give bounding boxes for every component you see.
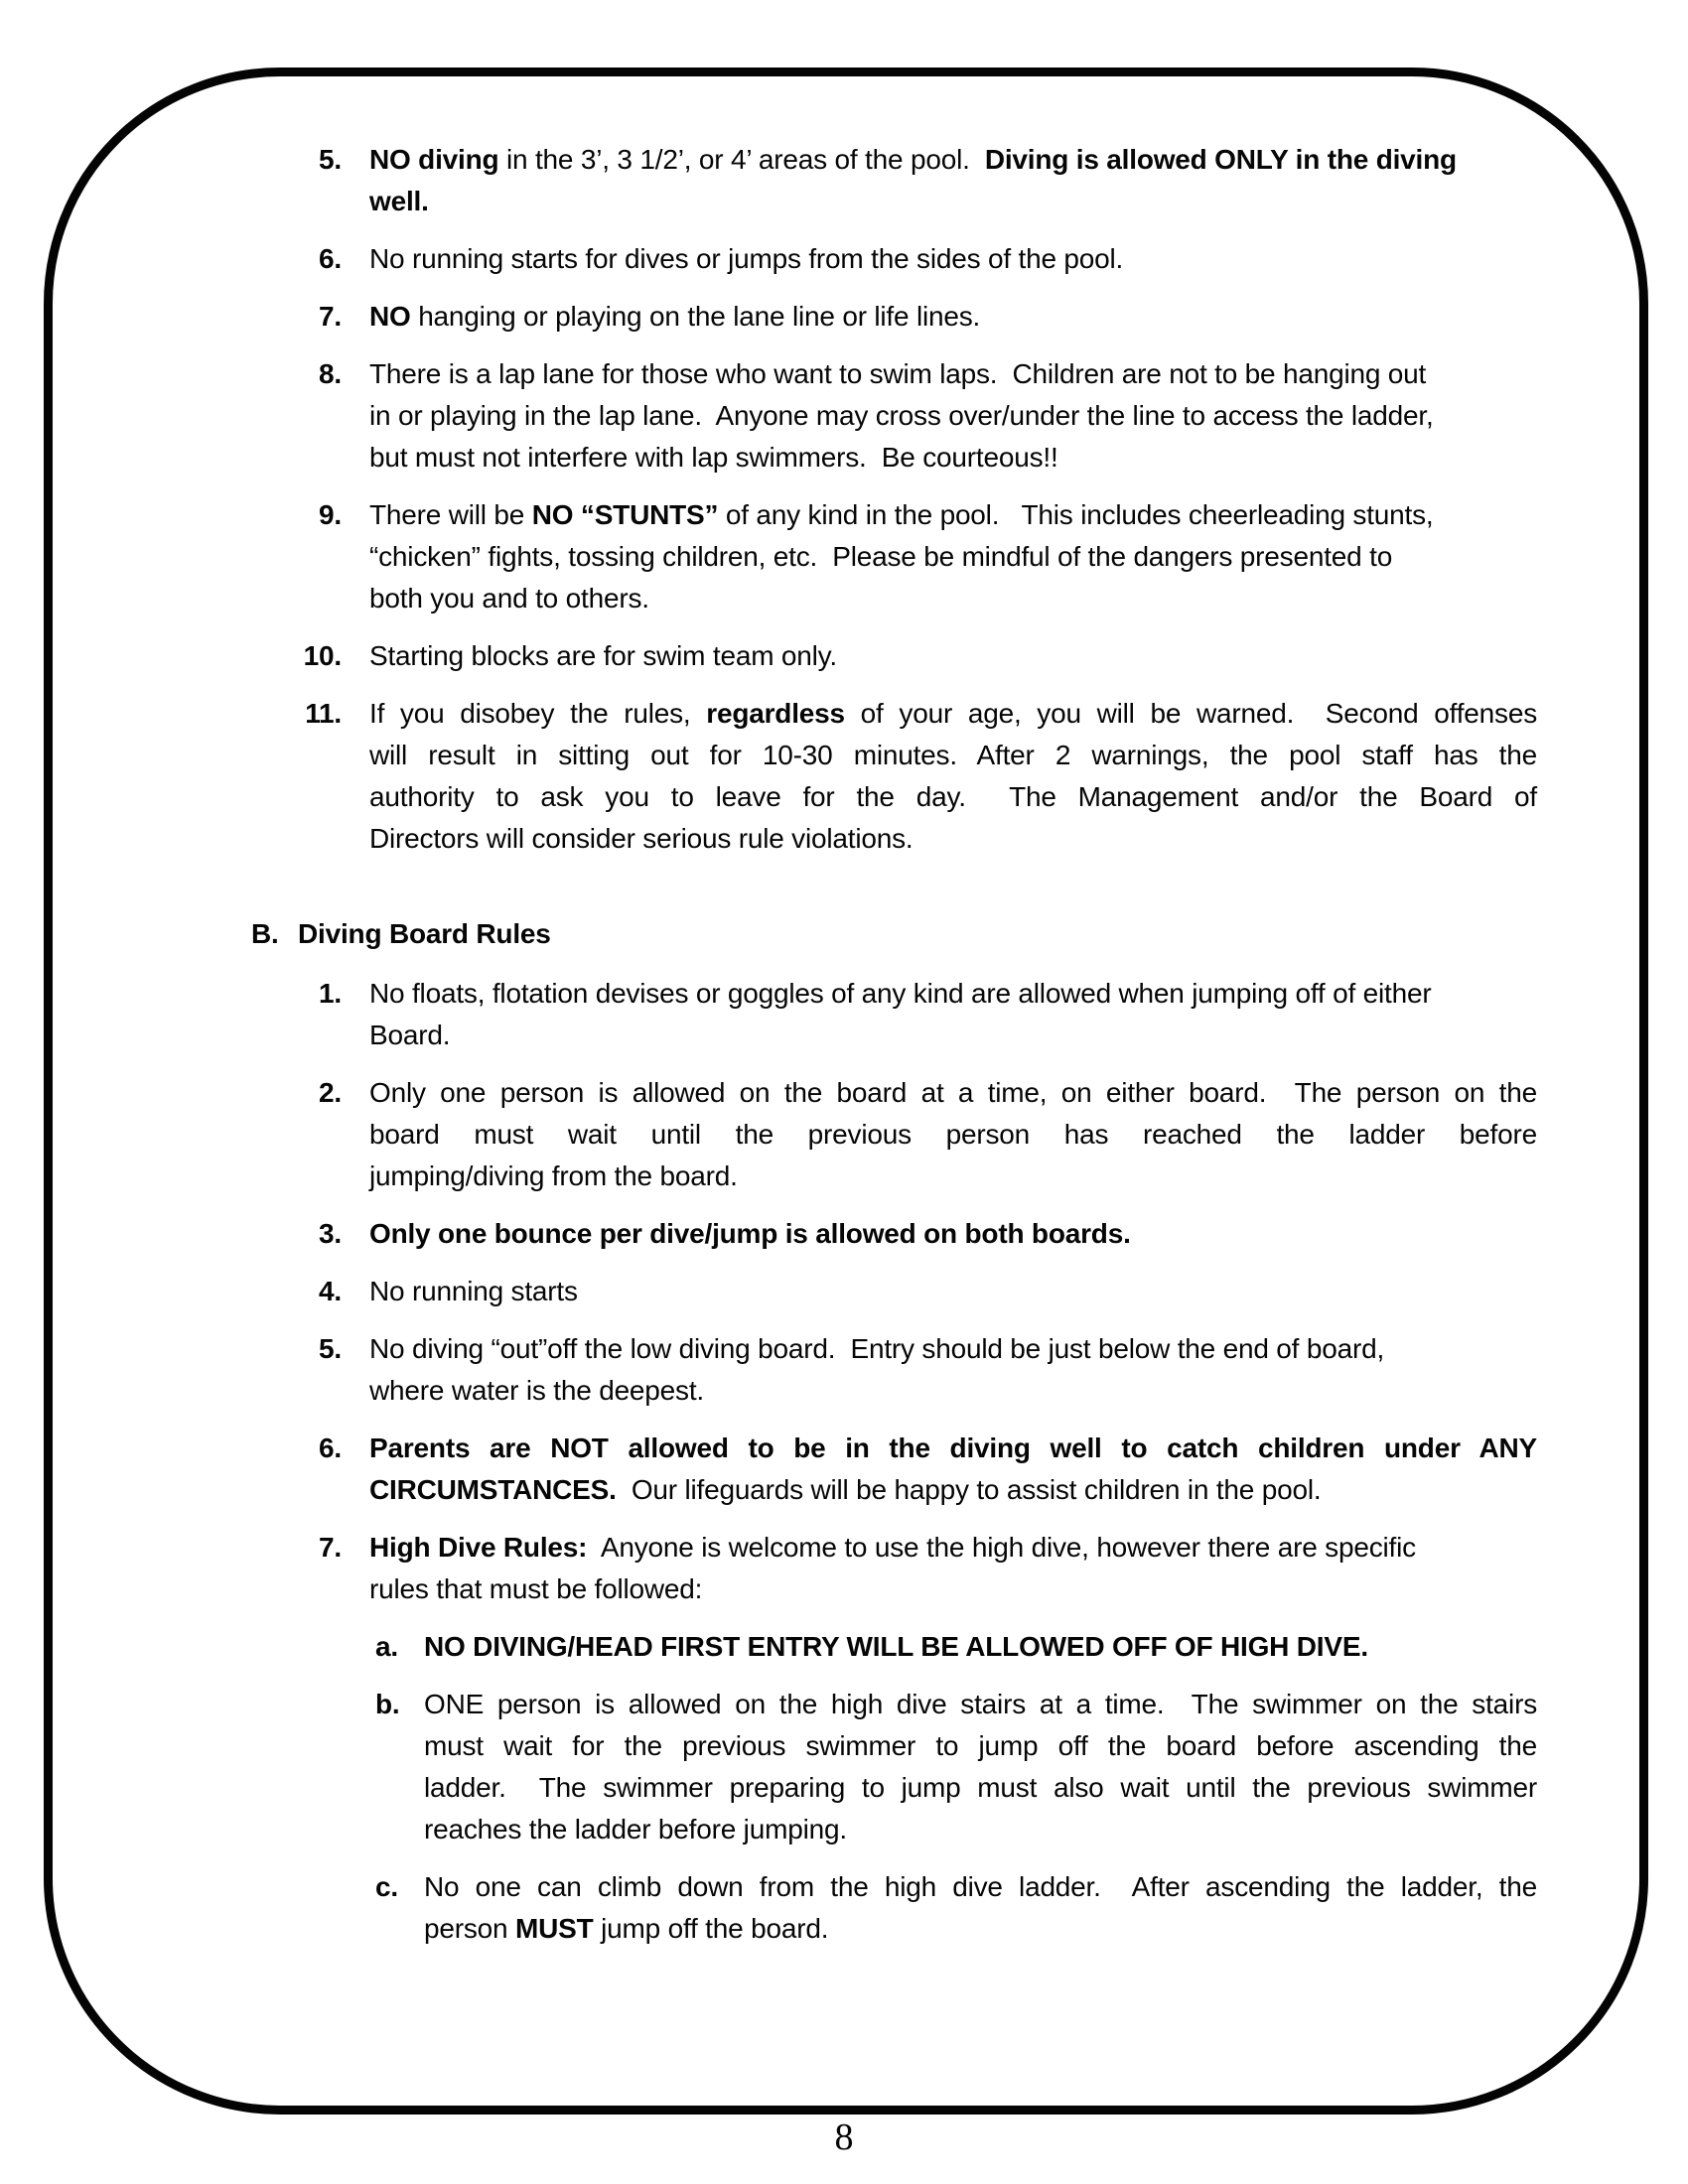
text-line [369, 1114, 1537, 1156]
list-item [301, 1072, 1537, 1197]
list-item [301, 1428, 1537, 1511]
text-segment: There will be [369, 499, 532, 530]
text-line [369, 818, 1537, 860]
text-line [369, 1328, 1537, 1370]
text-line [369, 1271, 1537, 1312]
text-segment: will result in sitting out for 10-30 minutes. After 2 warnings, the pool staff has the [369, 740, 1537, 770]
text-line [424, 1908, 1537, 1950]
bold-text-segment: NO diving [369, 144, 499, 175]
item-marker: 5. [319, 1333, 342, 1364]
text-line [369, 437, 1537, 478]
text-line [424, 1626, 1537, 1668]
item-marker: 1. [319, 978, 342, 1009]
text-line [369, 1469, 1537, 1511]
item-marker: 6. [319, 1433, 342, 1463]
text-line [369, 1428, 1537, 1469]
text-segment: in the 3’, 3 1/2’, or 4’ areas of the pool. [498, 144, 985, 175]
text-line [369, 296, 1537, 338]
list-item [301, 353, 1537, 478]
list-item [301, 296, 1537, 338]
text-line [369, 1370, 1537, 1412]
text-segment: If you disobey the rules, [369, 698, 707, 729]
text-segment: both you and to others. [369, 583, 649, 614]
text-line [369, 494, 1537, 536]
text-line [369, 735, 1537, 776]
text-segment: where water is the deepest. [369, 1375, 705, 1406]
item-marker: 9. [319, 499, 342, 530]
text-segment: of your age, you will be warned. Second offenses [844, 698, 1537, 729]
text-line [369, 578, 1537, 619]
section-b-title: Diving Board Rules [298, 918, 551, 949]
text-segment: No one can climb down from the high dive ladder. After ascending the ladder, the [424, 1871, 1537, 1902]
text-line [424, 1725, 1537, 1767]
text-segment: person [424, 1913, 515, 1944]
item-marker: 8. [319, 358, 342, 389]
text-segment: ladder. The swimmer preparing to jump must also wait until the previous swimmer [424, 1772, 1537, 1803]
text-line [369, 181, 1537, 222]
bold-text-segment: CIRCUMSTANCES. [369, 1474, 617, 1505]
list-item [301, 1213, 1537, 1255]
text-line [369, 1156, 1537, 1197]
text-segment: “chicken” fights, tossing children, etc. Please be mindful of the dangers presented to [369, 541, 1393, 572]
text-line [369, 238, 1537, 280]
text-segment: Board. [369, 1020, 451, 1050]
item-marker: 10. [303, 640, 342, 671]
list-item [301, 1527, 1537, 1950]
text-segment: jump off the board. [593, 1913, 829, 1944]
list-item [301, 238, 1537, 280]
section-a-list [301, 139, 1537, 876]
text-segment: Anyone is welcome to use the high dive, however there are specific [587, 1532, 1416, 1563]
text-segment: Only one person is allowed on the board at a time, on either board. The person on the [369, 1077, 1537, 1108]
text-segment: must wait for the previous swimmer to jump off the board before ascending the [424, 1730, 1537, 1761]
text-line [424, 1684, 1537, 1725]
text-segment: ONE person is allowed on the high dive stairs at a time. The swimmer on the stairs [424, 1689, 1537, 1719]
text-line [369, 536, 1537, 578]
list-item [301, 494, 1537, 619]
text-line [369, 693, 1537, 735]
section-b-label: B. [251, 918, 279, 949]
text-line [424, 1866, 1537, 1908]
text-line [369, 1213, 1537, 1255]
list-item [301, 973, 1537, 1056]
sub-list-item [369, 1626, 1537, 1668]
bold-text-segment: MUST [515, 1913, 594, 1944]
item-marker: a. [375, 1631, 398, 1662]
text-line [369, 139, 1537, 181]
text-segment: No diving “out”off the low diving board. Entry should be just below the end of board, [369, 1333, 1385, 1364]
text-line [369, 1527, 1537, 1569]
text-segment: hanging or playing on the lane line or life lines. [410, 301, 981, 332]
text-segment: No running starts for dives or jumps from the sides of the pool. [369, 243, 1124, 274]
list-item [301, 635, 1537, 677]
text-line [369, 635, 1537, 677]
bold-text-segment: regardless [706, 698, 845, 729]
item-marker: 6. [319, 243, 342, 274]
text-segment: jumping/diving from the board. [369, 1160, 738, 1191]
item-marker: 7. [319, 301, 342, 332]
text-segment: but must not interfere with lap swimmers. Be courteous!! [369, 442, 1058, 473]
bold-text-segment: Parents are NOT allowed to be in the diving well to catch children under ANY [369, 1433, 1537, 1463]
section-b-list [301, 973, 1537, 1966]
sub-list-item [369, 1866, 1537, 1950]
text-line [369, 973, 1537, 1015]
bold-text-segment: Only one bounce per dive/jump is allowed on both boards. [369, 1218, 1131, 1249]
item-marker: 5. [319, 144, 342, 175]
bold-text-segment: NO DIVING/HEAD FIRST ENTRY WILL BE ALLOWED OFF OF HIGH DIVE. [424, 1631, 1368, 1662]
item-marker: 4. [319, 1276, 342, 1306]
sub-list-item [369, 1684, 1537, 1850]
text-line [369, 353, 1537, 395]
bold-text-segment: High Dive Rules: [369, 1532, 588, 1563]
text-segment: of any kind in the pool. This includes cheerleading stunts, [718, 499, 1434, 530]
text-line [369, 1072, 1537, 1114]
text-segment: Our lifeguards will be happy to assist children in the pool. [616, 1474, 1322, 1505]
item-marker: 3. [319, 1218, 342, 1249]
text-line [369, 1569, 1537, 1610]
list-item [301, 1328, 1537, 1412]
text-segment: board must wait until the previous person has reached the ladder before [369, 1119, 1537, 1150]
bold-text-segment: Diving is allowed ONLY in the diving [984, 144, 1457, 175]
page-number: 8 [834, 2116, 854, 2158]
item-marker: 7. [319, 1532, 342, 1563]
item-marker: b. [375, 1689, 400, 1719]
list-item [301, 693, 1537, 860]
sub-list [369, 1626, 1537, 1950]
section-b-heading [251, 913, 551, 955]
text-segment: No floats, flotation devises or goggles of any kind are allowed when jumping off of either [369, 978, 1432, 1009]
list-item [301, 139, 1537, 222]
text-line [424, 1809, 1537, 1850]
item-marker: 2. [319, 1077, 342, 1108]
bold-text-segment: NO “STUNTS” [531, 499, 719, 530]
text-line [369, 1015, 1537, 1056]
text-segment: Starting blocks are for swim team only. [369, 640, 837, 671]
bold-text-segment: well. [369, 186, 429, 216]
text-line [424, 1767, 1537, 1809]
item-marker: c. [375, 1871, 398, 1902]
text-segment: authority to ask you to leave for the day. The Management and/or the Board of [369, 781, 1537, 812]
list-item [301, 1271, 1537, 1312]
item-marker: 11. [305, 698, 342, 729]
text-segment: rules that must be followed: [369, 1573, 703, 1604]
text-segment: There is a lap lane for those who want to swim laps. Children are not to be hanging out [369, 358, 1427, 389]
text-line [369, 395, 1537, 437]
text-segment: Directors will consider serious rule violations. [369, 823, 914, 854]
text-segment: reaches the ladder before jumping. [424, 1814, 847, 1844]
text-segment: in or playing in the lap lane. Anyone may cross over/under the line to access the ladder, [369, 400, 1434, 431]
text-line [369, 776, 1537, 818]
text-segment: No running starts [369, 1276, 578, 1306]
bold-text-segment: NO [369, 301, 411, 332]
